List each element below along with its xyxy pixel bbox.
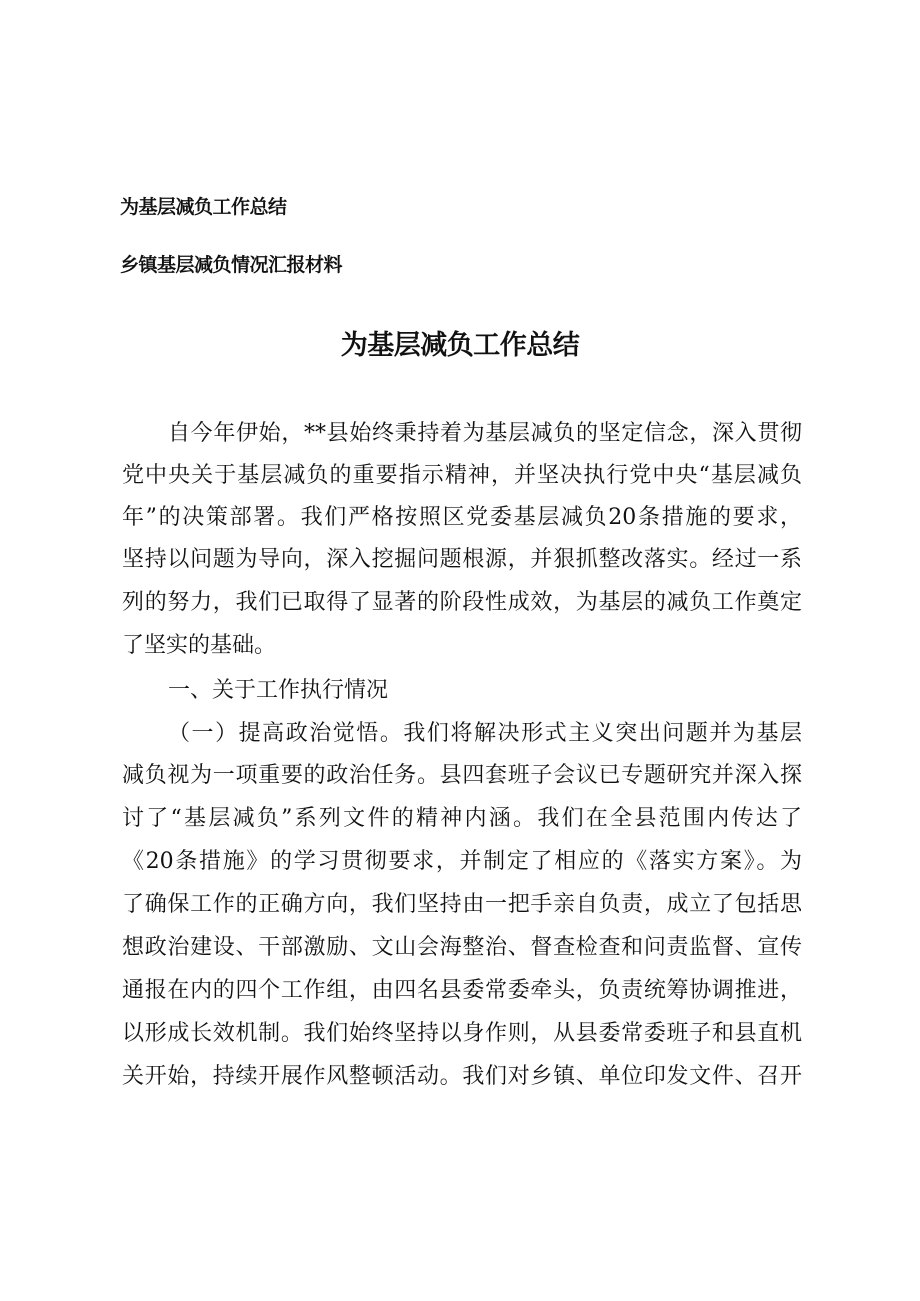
- section-1-paragraph-line: 以形成长效机制。我们始终坚持以身作则，从县委常委班子和县直机: [122, 1021, 802, 1046]
- intro-paragraph-line: 年”的决策部署。我们严格按照区党委基层减负20条措施的要求，: [122, 505, 802, 530]
- intro-paragraph-line: 列的努力，我们已取得了显著的阶段性成效，为基层的减负工作奠定: [122, 590, 802, 615]
- intro-paragraph-line: 坚持以问题为导向，深入挖掘问题根源，并狠抓整改落实。经过一系: [122, 547, 802, 572]
- intro-paragraph-line: 了坚实的基础。: [122, 633, 277, 658]
- section-1-paragraph-line: 减负视为一项重要的政治任务。县四套班子会议已专题研究并深入探: [122, 763, 802, 788]
- section-1-paragraph-line: 了确保工作的正确方向，我们坚持由一把手亲自负责，成立了包括思: [122, 892, 802, 917]
- section-1-heading: 一、关于工作执行情况: [168, 678, 389, 703]
- intro-paragraph-line: 自今年伊始，**县始终秉持着为基层减负的坚定信念，深入贯彻: [168, 421, 802, 446]
- section-1-paragraph-line: 讨了“基层减负”系列文件的精神内涵。我们在全县范围内传达了: [122, 806, 802, 831]
- section-1-paragraph-line: 《20条措施》的学习贯彻要求，并制定了相应的《落实方案》。为: [122, 849, 802, 874]
- toc-entry-1: 为基层减负工作总结: [120, 196, 287, 218]
- section-1-paragraph-line: 关开始，持续开展作风整顿活动。我们对乡镇、单位印发文件、召开: [122, 1064, 802, 1089]
- section-1-paragraph-line: 想政治建设、干部激励、文山会海整治、督查检查和问责监督、宣传: [122, 935, 802, 960]
- intro-paragraph-line: 党中央关于基层减负的重要指示精神，并坚决执行党中央“基层减负: [122, 463, 802, 488]
- document-title: 为基层减负工作总结: [340, 330, 580, 361]
- toc-entry-2: 乡镇基层减负情况汇报材料: [120, 254, 343, 276]
- section-1-paragraph-line: （一）提高政治觉悟。我们将解决形式主义突出问题并为基层: [168, 721, 802, 746]
- section-1-paragraph-line: 通报在内的四个工作组，由四名县委常委牵头，负责统筹协调推进，: [122, 978, 802, 1003]
